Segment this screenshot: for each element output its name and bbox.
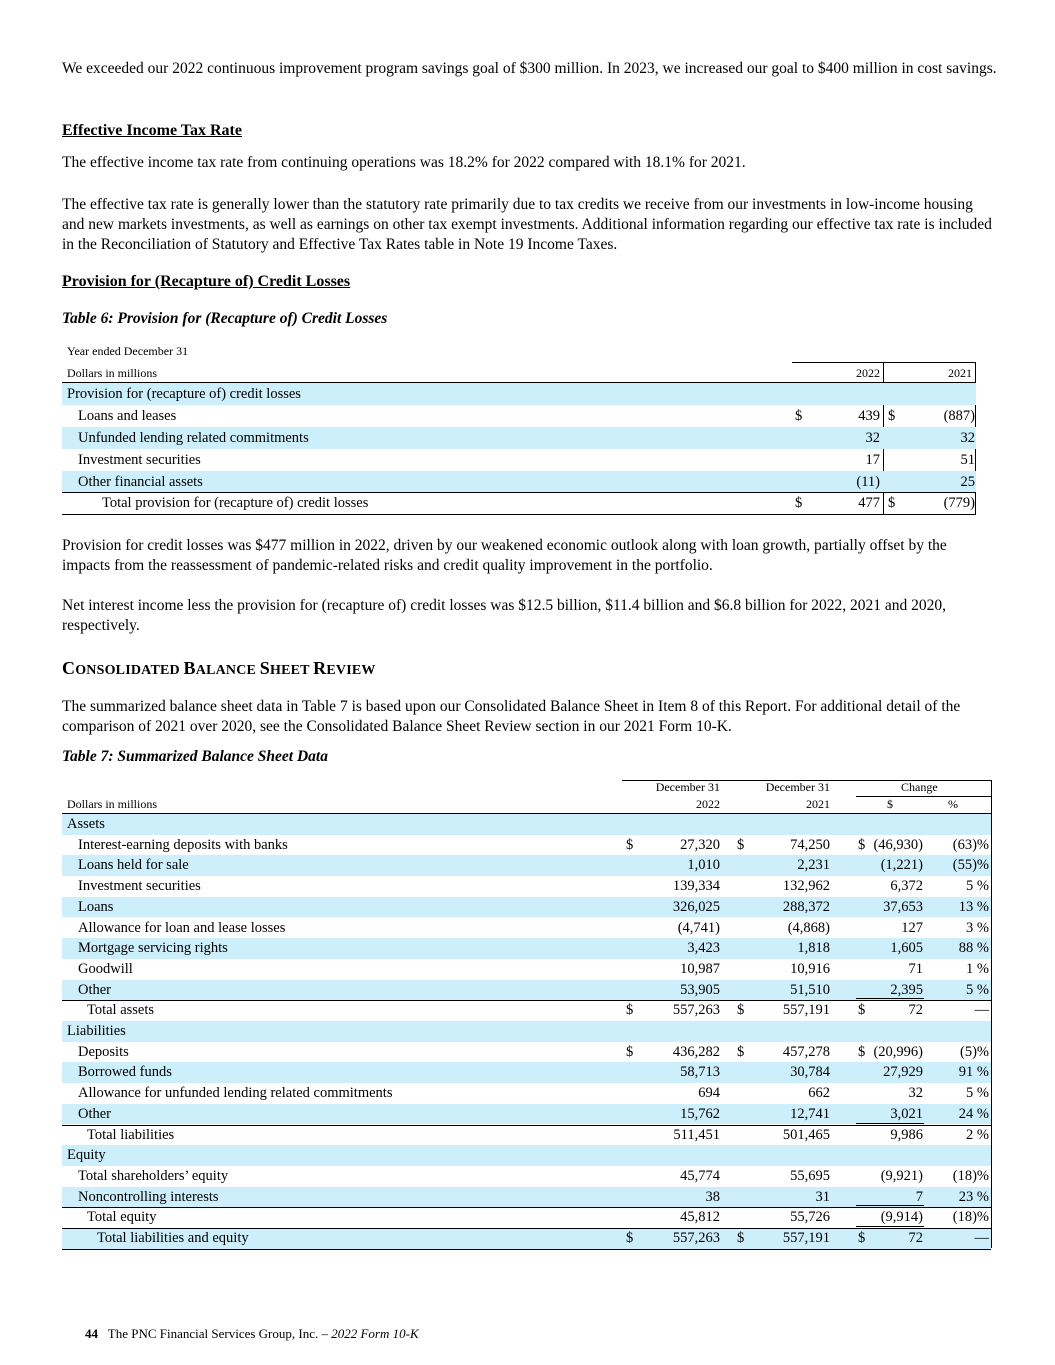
table6-row: Investment securities 17 51 bbox=[78, 452, 975, 468]
table6-caption: Table 6: Provision for (Recapture of) Credit Losses bbox=[62, 310, 388, 327]
table6-total-row: Total provision for (recapture of) credit losses $ 477 $ (779) bbox=[102, 495, 975, 511]
table7-row: Liabilities bbox=[62, 1021, 991, 1042]
table7-row: Other 15,762 12,741 3,021 24 % bbox=[62, 1104, 991, 1125]
heading-provision: Provision for (Recapture of) Credit Losses bbox=[62, 273, 351, 290]
paragraph-provision-analysis: Provision for credit losses was $477 million in 2022, driven by our weakened economic outlook along with loan growth, partially offset by the impacts from the reassessment of pandemic-related risks and credit quality improvement in the portfolio. bbox=[62, 537, 947, 574]
table7-caption: Table 7: Summarized Balance Sheet Data bbox=[62, 748, 328, 765]
table7-row: Total liabilities and equity $ 557,263 $ 557,191 $ 72 — bbox=[62, 1228, 991, 1249]
table7-row: Noncontrolling interests 38 31 7 23 % bbox=[62, 1187, 991, 1208]
table7-row: Total equity 45,812 55,726 (9,914) (18)% bbox=[87, 1209, 989, 1226]
table7-row: Investment securities 139,334 132,962 6,372 5 % bbox=[78, 878, 989, 895]
table6-header-columns: Dollars in millions 2022 2021 bbox=[62, 362, 976, 382]
paragraph-tax-rate: The effective income tax rate from continuing operations was 18.2% for 2022 compared with 18.1% for 2021. bbox=[62, 154, 746, 171]
table7-row: Total liabilities 511,451 501,465 9,986 2 % bbox=[87, 1126, 989, 1143]
table7-header-columns: Dollars in millions 2022 2021 $ % bbox=[67, 797, 958, 811]
table7-row: Borrowed funds 58,713 30,784 27,929 91 % bbox=[62, 1062, 991, 1083]
table7-row: Total assets $ 557,263 $ 557,191 $ 72 — bbox=[87, 1002, 989, 1019]
table7-row: Loans held for sale 1,010 2,231 (1,221) (55)% bbox=[62, 855, 991, 876]
paragraph-net-interest: Net interest income less the provision for (recapture of) credit losses was $12.5 billion, $11.4 billion and $6.8 billion for 2022, 2021 and 2020, respectively. bbox=[62, 597, 947, 634]
paragraph-balance-sheet: The summarized balance sheet data in Table 7 is based upon our Consolidated Balance Sheet in Item 8 of this Report. For additional detail of the comparison of 2021 over 2020, see the Consolidated Balance Sheet Review section in our 2021 Form 10-K. bbox=[62, 698, 961, 735]
table7-row: Assets bbox=[62, 814, 991, 835]
page-footer: 44 The PNC Financial Services Group, Inc. – 2022 Form 10-K bbox=[85, 1326, 419, 1341]
table7-row: Mortgage servicing rights 3,423 1,818 1,605 88 % bbox=[62, 938, 991, 959]
table7-row: Goodwill 10,987 10,916 71 1 % bbox=[78, 960, 989, 977]
col-2021: 2021 bbox=[948, 366, 972, 380]
table7-header-dates: December 31 December 31 Change bbox=[655, 780, 938, 794]
col-2022: 2022 bbox=[856, 366, 880, 380]
table7-row: Allowance for loan and lease losses (4,741) (4,868) 127 3 % bbox=[78, 919, 989, 936]
paragraph-tax-explanation: The effective tax rate is generally lower than the statutory rate primarily due to tax credits we receive from our investments in low-income housing and new markets investments, as well as earnings on other tax exempt investments. Additional information regarding our effective tax rate is included in the Reconciliation of Statutory and Effective Tax Rates table in Note 19 Income Taxes. bbox=[62, 196, 992, 253]
table7-row: Interest-earning deposits with banks $ 27,320 $ 74,250 $ (46,930) (63)% bbox=[78, 836, 989, 853]
table7-row: Total shareholders’ equity 45,774 55,695 (9,921) (18)% bbox=[78, 1167, 989, 1184]
table7-row: Equity bbox=[62, 1145, 991, 1166]
table6-row: Loans and leases $ 439 $ (887) bbox=[78, 408, 975, 424]
heading-balance-sheet-review: CONSOLIDATED BALANCE SHEET REVIEW bbox=[62, 658, 376, 678]
table7-row: Allowance for unfunded lending related commitments 694 662 32 5 % bbox=[78, 1085, 989, 1102]
table6-section-row: Provision for (recapture of) credit losses bbox=[62, 383, 976, 405]
table7-row: Other 53,905 51,510 2,395 5 % bbox=[62, 980, 991, 1001]
table6-header-year: Year ended December 31 bbox=[67, 344, 189, 358]
paragraph-cost-savings: We exceeded our 2022 continuous improvement program savings goal of $300 million. In 2023, we increased our goal to $400 million in cost savings. bbox=[62, 60, 997, 77]
page-number: 44 bbox=[85, 1326, 98, 1341]
table6-row: Other financial assets (11) 25 bbox=[62, 471, 976, 493]
table7-row: Deposits $ 436,282 $ 457,278 $ (20,996) (5)% bbox=[78, 1043, 989, 1060]
table7-row: Loans 326,025 288,372 37,653 13 % bbox=[62, 897, 991, 918]
heading-effective-tax-rate: Effective Income Tax Rate bbox=[62, 122, 242, 139]
table6-row: Unfunded lending related commitments 32 32 bbox=[62, 427, 976, 449]
